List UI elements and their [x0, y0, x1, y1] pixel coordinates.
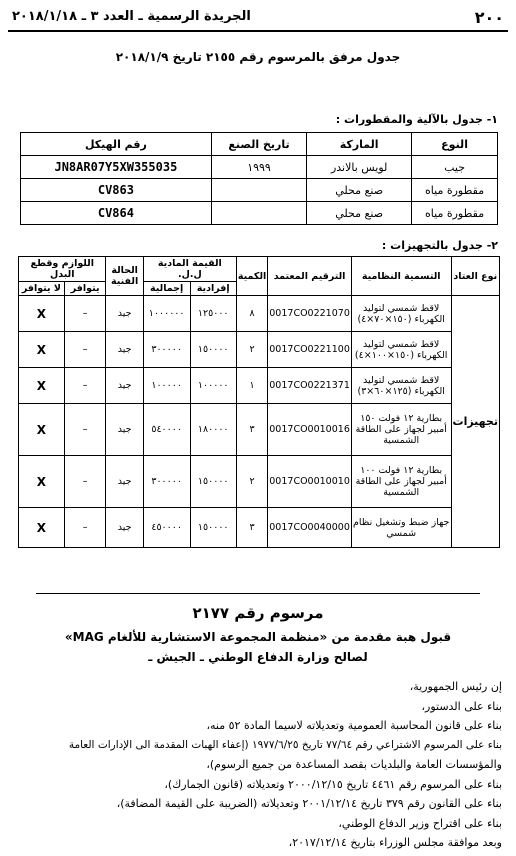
table-row — [21, 156, 498, 179]
cell-qty: ٨ — [236, 296, 267, 332]
cell-type: جيب — [412, 156, 498, 179]
cell-not-available: X — [19, 296, 65, 332]
table-header-row — [21, 133, 498, 156]
section-divider — [36, 593, 480, 594]
hdr-type: نوع العتاد — [451, 257, 499, 296]
cell-not-available: X — [19, 404, 65, 456]
cell-name: بطارية ١٢ فولت ١٥٠ أمبير لجهاز على الطاقة الشمسية — [351, 404, 451, 456]
cell-total: ٣٠٠٠٠٠ — [143, 332, 190, 368]
cell-available: – — [64, 404, 106, 456]
cell-brand: صنع محلي — [307, 179, 412, 202]
hdr-official-name: التسمية النظامية — [351, 257, 451, 296]
cell-ref: 0017CO0010010 — [268, 456, 352, 508]
body-line: بناء على المرسوم رقم ٤٤٦١ تاريخ ٢٠٠٠/١٢/١٥ وتعديلاته (قانون الجمارك)، — [164, 777, 502, 791]
table-row — [19, 404, 500, 456]
cell-year — [211, 202, 306, 225]
decree-title-line2: لصالح وزارة الدفاع الوطني ـ الجيش ـ — [148, 650, 368, 664]
cell-ref: 0017CO0010016 — [268, 404, 352, 456]
decree-title — [0, 627, 516, 667]
decree-title-line1: قبول هبة مقدمة من «منظمة المجموعة الاستشارية للألغام MAG» — [64, 630, 452, 644]
page-number: ٢٠٠ — [474, 8, 504, 27]
table-row — [21, 202, 498, 225]
cell-name: بطارية ١٢ فولت ١٠٠ أمبير لجهاز على الطاقة الشمسية — [351, 456, 451, 508]
table-row — [19, 456, 500, 508]
page-header — [8, 6, 508, 30]
cell-name: جهاز ضبط وتشغيل نظام شمسي — [351, 508, 451, 548]
cell-available: – — [64, 368, 106, 404]
cell-year — [211, 179, 306, 202]
equipment-table — [18, 256, 500, 548]
cell-not-available: X — [19, 332, 65, 368]
cell-qty: ٣ — [236, 508, 267, 548]
cell-type: مقطورة مياه — [412, 202, 498, 225]
cell-total: ٣٠٠٠٠٠ — [143, 456, 190, 508]
cell-unit: ١٥٠٠٠٠ — [190, 332, 236, 368]
cell-condition: جيد — [106, 456, 143, 508]
body-line: والمؤسسات العامة والبلديات بقصد المساعدة من جميع الرسوم)، — [206, 758, 502, 771]
section2-heading: ٢- جدول بالتجهيزات : — [381, 239, 498, 252]
cell-total: ١٠٠٠٠٠ — [143, 368, 190, 404]
cell-qty: ٢ — [236, 332, 267, 368]
table-row — [19, 296, 500, 332]
cell-type: مقطورة مياه — [412, 179, 498, 202]
body-line: بناء على القانون رقم ٣٧٩ تاريخ ٢٠٠١/١٢/١٤ وتعديلاته (الضريبة على القيمة المضافة)، — [116, 797, 502, 810]
cell-available: – — [64, 296, 106, 332]
cell-total: ٤٥٠٠٠٠ — [143, 508, 190, 548]
body-line: بناء على المرسوم الاشتراعي رقم ٧٧/٦٤ تاريخ ١٩٧٧/٦/٢٥ (إعفاء الهبات المقدمة الى الإدارات العامة — [68, 738, 502, 751]
hdr-ref-number: الترقيم المعتمد — [268, 257, 352, 296]
cell-qty: ١ — [236, 368, 267, 404]
decree-number: مرسوم رقم ٢١٧٧ — [192, 604, 324, 622]
cell-condition: جيد — [106, 508, 143, 548]
cell-condition: جيد — [106, 332, 143, 368]
hdr-not-available: لا يتوافر — [19, 282, 65, 296]
hdr-available: يتوافر — [64, 282, 106, 296]
table-row — [19, 508, 500, 548]
cell-unit: ١٥٠٠٠٠ — [190, 508, 236, 548]
cell-ref: 0017CO0040000 — [268, 508, 352, 548]
body-line: وبعد موافقة مجلس الوزراء بتاريخ ٢٠١٧/١٢/١٤، — [288, 836, 502, 849]
cell-total: ٥٤٠٠٠٠ — [143, 404, 190, 456]
cell-name: لاقط شمسي لتوليد الكهرباء (١٥٠×١٠٠×٤) — [351, 332, 451, 368]
cell-chassis: CV863 — [21, 179, 212, 202]
section1-heading: ١- جدول بالآلية والمقطورات : — [335, 113, 498, 126]
table-row — [21, 179, 498, 202]
cell-unit: ١٢٥٠٠٠ — [190, 296, 236, 332]
cell-total: ١٠٠٠٠٠٠ — [143, 296, 190, 332]
header-rule — [8, 30, 508, 32]
cell-qty: ٢ — [236, 456, 267, 508]
cell-unit: ١٨٠٠٠٠ — [190, 404, 236, 456]
cell-chassis: CV864 — [21, 202, 212, 225]
body-line: بناء على الدستور، — [421, 699, 502, 713]
attachment-title: جدول مرفق بالمرسوم رقم ٢١٥٥ تاريخ ٢٠١٨/١/٩ — [115, 50, 401, 64]
cell-ref: 0017CO0221100 — [268, 332, 352, 368]
table-header-row — [19, 257, 500, 282]
cell-condition: جيد — [106, 368, 143, 404]
body-line: بناء على اقتراح وزير الدفاع الوطني، — [338, 816, 502, 830]
cell-not-available: X — [19, 456, 65, 508]
cell-not-available: X — [19, 368, 65, 404]
table-row — [19, 368, 500, 404]
cell-year: ١٩٩٩ — [211, 156, 306, 179]
cell-unit: ١٠٠٠٠٠ — [190, 368, 236, 404]
hdr-total: إجمالية — [143, 282, 190, 296]
decree-body — [10, 677, 502, 853]
cell-ref: 0017CO0221371 — [268, 368, 352, 404]
body-line: بناء على قانون المحاسبة العمومية وتعديلاته لاسيما المادة ٥٢ منه، — [206, 719, 502, 732]
cell-name: لاقط شمسي لتوليد الكهرباء (١٢٥×٦٠×٣) — [351, 368, 451, 404]
table-row — [19, 332, 500, 368]
running-title: الجريدة الرسمية ـ العدد ٣ ـ ٢٠١٨/١/١٨ — [12, 9, 251, 24]
hdr-condition: الحالة الفنية — [106, 257, 143, 296]
cell-brand: لويس بالاندر — [307, 156, 412, 179]
col-type: النوع — [412, 133, 498, 156]
cell-available: – — [64, 332, 106, 368]
vehicles-table — [20, 132, 498, 225]
cell-ref: 0017CO0221070 — [268, 296, 352, 332]
cell-brand: صنع محلي — [307, 202, 412, 225]
col-brand: الماركة — [307, 133, 412, 156]
col-year: تاريخ الصنع — [211, 133, 306, 156]
cell-unit: ١٥٠٠٠٠ — [190, 456, 236, 508]
cell-condition: جيد — [106, 404, 143, 456]
cell-chassis: JN8AR07Y5XW355035 — [21, 156, 212, 179]
cell-name: لاقط شمسي لتوليد الكهرباء (١٥٠×٧٠×٤) — [351, 296, 451, 332]
col-chassis: رقم الهيكل — [21, 133, 212, 156]
hdr-value-group: القيمة المادية ل.ل. — [143, 257, 236, 282]
cell-condition: جيد — [106, 296, 143, 332]
hdr-quantity: الكمية — [236, 257, 267, 296]
hdr-spares-group: اللوازم وقطع البدل — [19, 257, 106, 282]
cell-available: – — [64, 508, 106, 548]
hdr-unit: إفرادية — [190, 282, 236, 296]
group-label: تجهيزات — [451, 296, 499, 548]
cell-available: – — [64, 456, 106, 508]
body-line: إن رئيس الجمهورية، — [409, 680, 502, 693]
cell-qty: ٣ — [236, 404, 267, 456]
cell-not-available: X — [19, 508, 65, 548]
